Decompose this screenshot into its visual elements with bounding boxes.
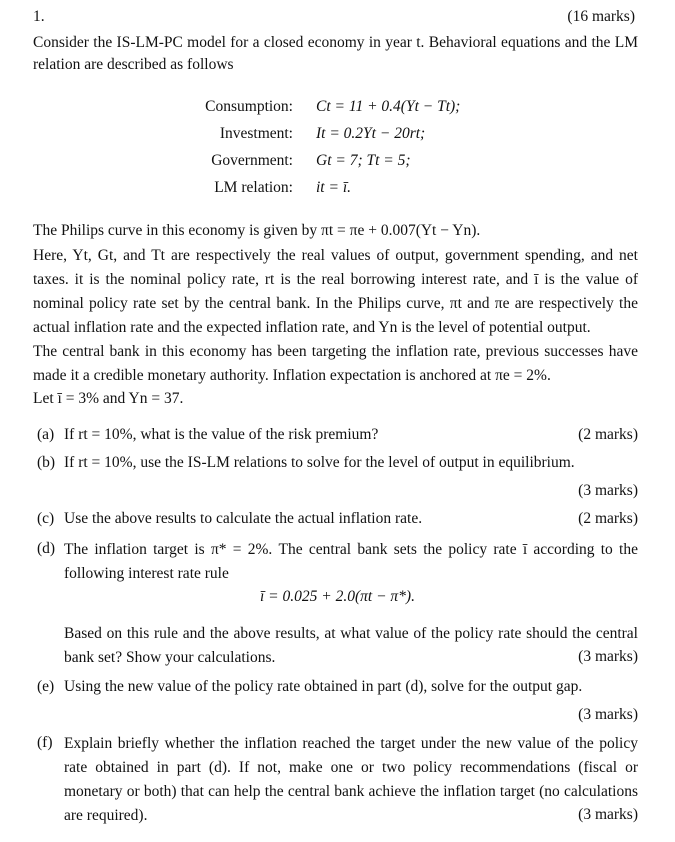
- question-e-label: (e): [37, 678, 55, 695]
- question-a: [33, 424, 638, 448]
- question-d-text-2: Based on this rule and the above results, at what value of the policy rate should the central bank set? Show your calculations.: [64, 625, 638, 666]
- question-a-marks: (2 marks): [578, 426, 638, 443]
- eq-consumption: Ct = 11 + 0.4(Yt − Tt);: [316, 98, 461, 115]
- question-c: [33, 508, 638, 532]
- eq-investment: It = 0.2Yt − 20rt;: [316, 125, 426, 142]
- eq-label-investment: Investment:: [219, 125, 293, 142]
- question-f-marks: (3 marks): [578, 806, 638, 823]
- total-marks: (16 marks): [567, 8, 635, 25]
- eq-label-consumption: Consumption:: [205, 98, 293, 115]
- eq-label-government: Government:: [211, 152, 293, 169]
- question-d-marks: (3 marks): [578, 648, 638, 665]
- eq-lm: it = ī.: [316, 179, 352, 196]
- question-b-text: If rt = 10%, use the IS-LM relations to solve for the level of output in equilibrium.: [64, 454, 575, 471]
- eq-label-lm: LM relation:: [214, 179, 293, 196]
- question-f-label: (f): [37, 734, 53, 751]
- question-d-label: (d): [37, 540, 56, 557]
- interest-rate-rule: ī = 0.025 + 2.0(πt − π*).: [260, 588, 415, 605]
- question-b: [33, 452, 638, 504]
- question-c-label: (c): [37, 510, 55, 527]
- question-d-text: The inflation target is π* = 2%. The central bank sets the policy rate ī according to the following interest rate rule: [64, 541, 638, 582]
- question-number: 1.: [33, 8, 45, 25]
- definitions-paragraph: Here, Yt, Gt, and Tt are respectively the real values of output, government spending, and net taxes. it is the nominal policy rate, rt is the real borrowing interest rate, and ī is the value of nominal policy rate set by the central bank. In the Philips curve, πt and πe are respectively the actual inflation rate and the expected inflation rate, and Yn is the level of potential output.: [33, 247, 638, 336]
- philips-curve-paragraph: The Philips curve in this economy is given by πt = πe + 0.007(Yt − Yn).: [33, 222, 481, 239]
- intro-paragraph: Consider the IS-LM-PC model for a closed economy in year t. Behavioral equations and the LM relation are described as follows: [33, 34, 638, 73]
- question-e: [33, 676, 638, 728]
- question-a-label: (a): [37, 426, 55, 443]
- question-e-marks: (3 marks): [578, 706, 638, 723]
- question-a-text: If rt = 10%, what is the value of the risk premium?: [64, 426, 379, 443]
- question-c-text: Use the above results to calculate the actual inflation rate.: [64, 510, 423, 527]
- eq-government: Gt = 7; Tt = 5;: [316, 152, 411, 169]
- question-b-label: (b): [37, 454, 56, 471]
- question-f: [33, 732, 638, 832]
- question-b-marks: (3 marks): [578, 482, 638, 499]
- question-c-marks: (2 marks): [578, 510, 638, 527]
- central-bank-paragraph: The central bank in this economy has been targeting the inflation rate, previous successes have made it a credible monetary authority. Inflation expectation is anchored at πe = 2%.: [33, 343, 638, 384]
- question-f-text: Explain briefly whether the inflation reached the target under the new value of the policy rate obtained in part (d). If not, make one or two policy recommendations (fiscal or monetary or both) that can help the central bank achieve the inflation target (no calculations are required).: [64, 735, 638, 824]
- given-values: Let ī = 3% and Yn = 37.: [33, 390, 184, 407]
- question-e-text: Using the new value of the policy rate obtained in part (d), solve for the output gap.: [64, 678, 583, 695]
